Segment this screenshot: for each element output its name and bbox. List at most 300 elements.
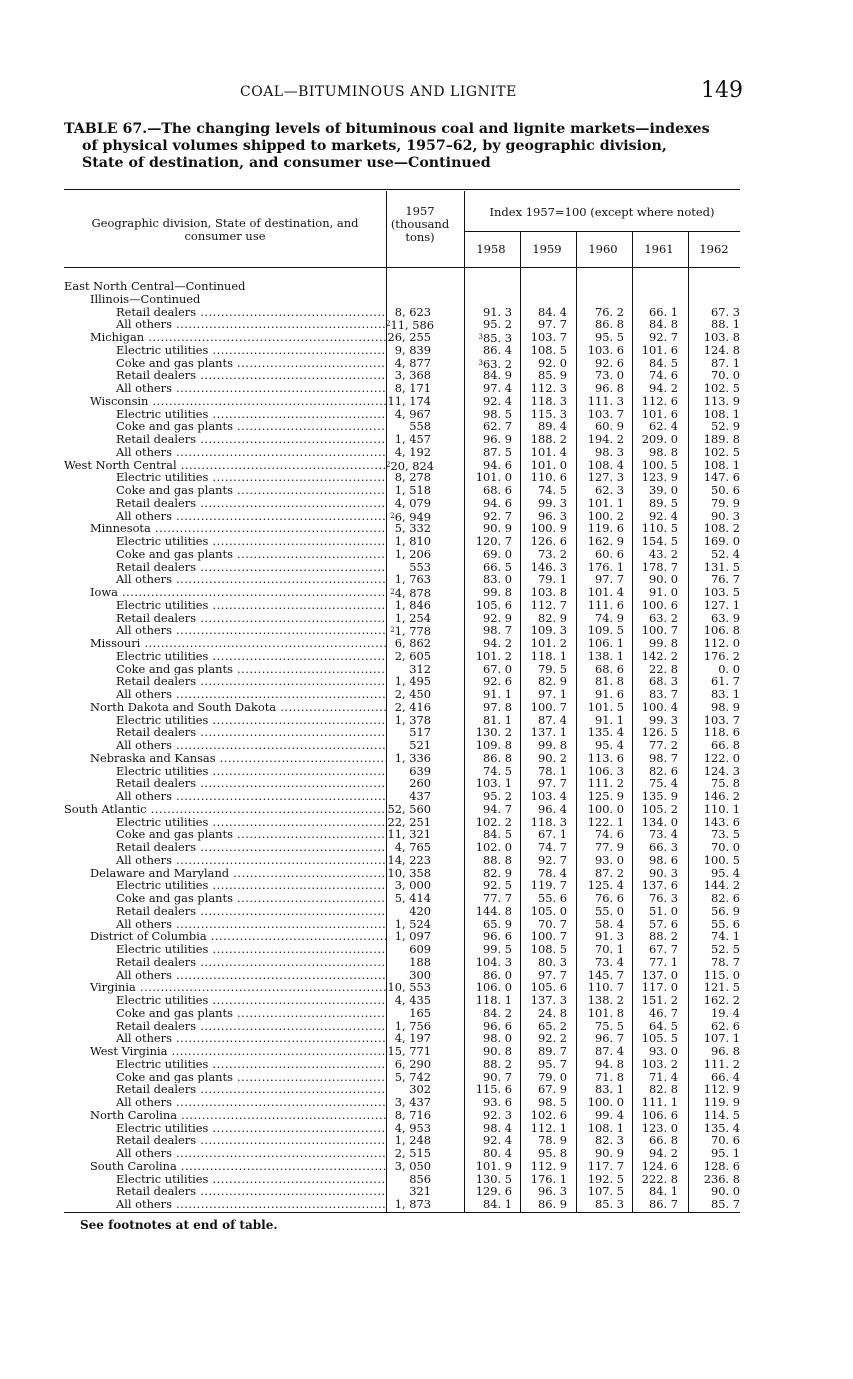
cell-value: 89. 4 [538, 419, 567, 434]
cell-value: 118. 3 [530, 393, 567, 408]
cell-value: 1, 756 [394, 1018, 431, 1033]
cell-value: 71. 8 [595, 1069, 624, 1084]
cell-value: 100. 4 [641, 699, 678, 714]
cell-value: 143. 6 [703, 814, 740, 829]
cell-value: 110. 7 [587, 980, 624, 995]
cell-value: 81. 1 [483, 712, 512, 727]
table-row [64, 446, 740, 459]
row-label: All others ..... [64, 854, 386, 867]
cell-1957-tons [386, 612, 431, 625]
cell-value: 103. 2 [641, 1056, 678, 1071]
row-label: Coke and gas plants ..... [64, 828, 386, 841]
cell-value: 115. 3 [530, 406, 567, 421]
cell-value: 99. 4 [595, 1107, 624, 1122]
table-row [64, 892, 740, 905]
cell-value: 4, 079 [394, 495, 431, 510]
cell-value: 162. 9 [587, 534, 624, 548]
cell-value: 109. 5 [587, 623, 624, 638]
header-year-1962: 1962 [699, 242, 729, 256]
cell-value: 131. 5 [703, 559, 740, 574]
cell-value: 103. 8 [703, 330, 740, 344]
row-label: Missouri ..... [64, 637, 386, 650]
cell-value: 63. 2 [483, 356, 512, 371]
cell-value: 69. 0 [483, 546, 512, 561]
cell-value: 110. 5 [641, 521, 678, 536]
cell-value: 84. 2 [483, 1005, 512, 1020]
cell-value: 123. 9 [641, 470, 678, 485]
cell-value: 85. 7 [711, 1197, 740, 1211]
cell-value: 67. 3 [711, 304, 740, 319]
cell-value: 24. 8 [538, 1005, 567, 1020]
cell-value: 97. 7 [538, 776, 567, 791]
cell-value: 52. 4 [711, 546, 740, 561]
cell-value: 609 [409, 942, 431, 956]
cell-value: 73. 2 [538, 546, 567, 561]
cell-value: 5, 332 [394, 521, 431, 536]
cell-value: 127. 1 [703, 597, 740, 612]
cell-value: 60. 9 [595, 419, 624, 434]
cell-value: 101. 0 [475, 470, 512, 485]
cell-value: 96. 3 [538, 1184, 567, 1199]
table-row [64, 726, 740, 739]
caption-line-3: State of destination, and consumer use—Continued [82, 155, 491, 171]
cell-value: 73. 0 [595, 368, 624, 383]
header-year-1959: 1959 [532, 242, 562, 256]
cell-value: 84. 1 [483, 1197, 512, 1211]
cell-value: 95. 2 [483, 789, 512, 803]
cell-value: 123. 0 [641, 1120, 678, 1135]
cell-value: 100. 9 [530, 521, 567, 536]
table-row [64, 714, 740, 727]
cell-value: 100. 7 [530, 699, 567, 714]
row-label: Electric utilities ..... [64, 1122, 386, 1135]
cell-value: 84. 5 [649, 355, 678, 370]
cell-value: 109. 3 [530, 623, 567, 638]
table-row [64, 306, 740, 319]
cell-value: 20, 824 [390, 458, 434, 473]
cell-value: 92. 4 [483, 1133, 512, 1148]
cell-value: 115. 0 [703, 967, 740, 982]
cell-value: 91. 0 [649, 585, 678, 599]
cell-value: 107. 5 [587, 1184, 624, 1199]
cell-value: 86. 4 [483, 342, 512, 357]
cell-value: 112. 9 [530, 1158, 567, 1173]
cell-value: 77. 2 [649, 738, 678, 752]
cell-value: 176. 2 [703, 648, 740, 663]
cell-value: 94. 8 [595, 1056, 624, 1071]
cell-value: 82. 9 [483, 865, 512, 880]
cell-value: 95. 1 [711, 1146, 740, 1160]
cell-value: 73. 4 [595, 954, 624, 969]
cell-value: 126. 6 [530, 534, 567, 548]
row-label: All others ..... [64, 446, 386, 459]
row-label: Coke and gas plants ..... [64, 1007, 386, 1020]
cell-value: 236. 8 [703, 1171, 740, 1186]
row-label: Retail dealers ..... [64, 726, 386, 739]
footnote-mark: 2 [390, 511, 395, 520]
cell-value: 146. 3 [530, 559, 567, 574]
row-label: Electric utilities ..... [64, 765, 386, 778]
cell-value: 122. 0 [703, 750, 740, 765]
cell-value: 85. 9 [538, 368, 567, 383]
cell-value: 63. 9 [711, 610, 740, 625]
cell-value: 98. 6 [649, 852, 678, 867]
cell-value: 94. 7 [483, 801, 512, 816]
cell-1957-tons [386, 1198, 431, 1211]
cell-value: 83. 7 [649, 687, 678, 701]
cell-value: 92. 5 [483, 878, 512, 893]
cell-value: 101. 4 [530, 444, 567, 459]
cell-value: 92. 7 [538, 852, 567, 867]
cell-value: 3, 437 [394, 1095, 431, 1109]
cell-value: 46. 7 [649, 1005, 678, 1020]
cell-value: 87. 5 [483, 444, 512, 459]
cell-value: 521 [409, 738, 431, 752]
cell-value: 92. 3 [483, 1107, 512, 1122]
cell-value: 125. 4 [587, 878, 624, 893]
cell-value: 61. 7 [711, 674, 740, 689]
cell-value: 120. 7 [475, 534, 512, 548]
cell-value: 192. 5 [587, 1171, 624, 1186]
cell-value: 65. 9 [483, 916, 512, 931]
cell-value: 82. 8 [649, 1082, 678, 1097]
cell-value: 96. 3 [538, 508, 567, 523]
row-label: Coke and gas plants ..... [64, 1071, 386, 1084]
cell-value: 64. 5 [649, 1018, 678, 1033]
row-label: Retail dealers ..... [64, 1134, 386, 1147]
cell-value: 3, 368 [394, 368, 431, 383]
cell-value: 108. 1 [587, 1120, 624, 1135]
cell-value: 101. 5 [587, 699, 624, 714]
cell-value: 84. 9 [483, 368, 512, 383]
cell-value: 74. 1 [711, 929, 740, 944]
cell-value: 90. 0 [711, 1184, 740, 1199]
cell-value: 3, 050 [394, 1158, 431, 1173]
cell-value: 99. 8 [538, 738, 567, 752]
cell-value: 67. 1 [538, 827, 567, 842]
footnote: See footnotes at end of table. [80, 1218, 278, 1232]
cell-value: 91. 3 [483, 304, 512, 319]
row-label: Michigan ..... [64, 331, 386, 344]
table-row [64, 752, 740, 765]
cell-value: 106. 6 [641, 1107, 678, 1122]
cell-value: 1, 763 [394, 572, 431, 587]
cell-value: 92. 0 [538, 355, 567, 370]
page-number: 149 [701, 78, 743, 103]
cell-value: 4, 765 [394, 840, 431, 854]
cell-value: 101. 0 [530, 457, 567, 472]
row-label: All others ..... [64, 739, 386, 752]
caption-line-1: TABLE 67.—The changing levels of bituminous coal and lignite markets—indexes [64, 121, 710, 137]
cell-value: 130. 5 [475, 1171, 512, 1186]
row-label: East North Central—Continued [64, 280, 246, 293]
cell-value: 260 [409, 776, 431, 791]
cell-value: 129. 6 [475, 1184, 512, 1199]
cell-value: 8, 623 [394, 304, 431, 319]
cell-value: 88. 8 [483, 852, 512, 867]
cell-value: 5, 742 [394, 1069, 431, 1084]
cell-value: 100. 7 [641, 623, 678, 638]
cell-value: 209. 0 [641, 432, 678, 446]
cell-value: 105. 5 [641, 1031, 678, 1046]
row-label: North Dakota and South Dakota ..... [64, 701, 386, 714]
table-caption [64, 121, 754, 172]
cell-value: 112. 0 [703, 636, 740, 650]
cell-value: 84. 4 [538, 304, 567, 319]
cell-value: 66. 3 [649, 840, 678, 854]
cell-value: 99. 5 [483, 942, 512, 956]
cell-value: 95. 4 [711, 865, 740, 880]
cell-value: 4, 878 [394, 586, 431, 600]
cell-value: 124. 6 [641, 1158, 678, 1173]
cell-index-1958 [452, 1198, 512, 1211]
cell-value: 89. 7 [538, 1044, 567, 1058]
cell-value: 92. 4 [483, 393, 512, 408]
row-label: Coke and gas plants ..... [64, 484, 386, 497]
footnote-mark: 2 [386, 320, 391, 329]
cell-value: 102. 2 [475, 814, 512, 829]
cell-value: 108. 5 [530, 342, 567, 357]
cell-value: 97. 7 [595, 572, 624, 587]
cell-value: 138. 2 [587, 993, 624, 1007]
row-label: Retail dealers ..... [64, 612, 386, 625]
cell-value: 84. 1 [649, 1184, 678, 1199]
cell-value: 82. 9 [538, 610, 567, 625]
cell-value: 87. 1 [711, 355, 740, 370]
cell-value: 1, 336 [394, 750, 431, 765]
cell-value: 188. 2 [530, 432, 567, 446]
cell-value: 92. 6 [595, 355, 624, 370]
cell-value: 109. 8 [475, 738, 512, 752]
cell-value: 66. 1 [649, 304, 678, 319]
cell-value: 108. 1 [703, 457, 740, 472]
row-label: Retail dealers ..... [64, 675, 386, 688]
cell-value: 101. 2 [530, 636, 567, 650]
cell-value: 75. 5 [595, 1018, 624, 1033]
footnote-mark: 3 [478, 333, 484, 341]
cell-value: 83. 1 [595, 1082, 624, 1097]
row-label: Retail dealers ..... [64, 841, 386, 854]
row-label: Retail dealers ..... [64, 433, 386, 446]
cell-value: 73. 5 [711, 827, 740, 842]
cell-value: 67. 7 [649, 942, 678, 956]
cell-value: 60. 6 [595, 546, 624, 561]
header-year-1960: 1960 [588, 242, 618, 256]
cell-value: 103. 4 [530, 789, 567, 803]
cell-value: 78. 9 [538, 1133, 567, 1148]
row-label: All others ..... [64, 918, 386, 931]
footnote-mark: 2 [386, 460, 391, 469]
cell-value: 112. 9 [703, 1082, 740, 1097]
cell-value: 100. 0 [587, 801, 624, 816]
cell-value: 94. 6 [483, 495, 512, 510]
cell-value: 99. 3 [649, 712, 678, 727]
cell-value: 82. 3 [595, 1133, 624, 1148]
table-body [64, 280, 740, 1211]
cell-value: 194. 2 [587, 432, 624, 446]
cell-value: 70. 7 [538, 916, 567, 931]
cell-value: 93. 6 [483, 1095, 512, 1109]
cell-value: 106. 3 [587, 763, 624, 778]
cell-value: 111. 2 [703, 1056, 740, 1071]
row-label: Electric utilities ..... [64, 535, 386, 548]
cell-value: 92. 4 [649, 508, 678, 523]
header-bottom-rule [64, 267, 740, 268]
cell-value: 4, 967 [394, 406, 431, 421]
cell-value: 63. 2 [649, 610, 678, 625]
cell-value: 137. 1 [530, 725, 567, 740]
cell-value: 112. 6 [641, 393, 678, 408]
cell-value: 142. 2 [641, 648, 678, 663]
cell-value: 1, 254 [394, 610, 431, 625]
cell-value: 11, 586 [390, 318, 434, 333]
cell-value: 2, 416 [394, 699, 431, 714]
cell-index-1960 [576, 1198, 624, 1211]
cell-value: 99. 8 [649, 636, 678, 650]
cell-value: 110. 1 [703, 801, 740, 816]
cell-value: 88. 2 [649, 929, 678, 944]
cell-value: 96. 6 [483, 929, 512, 944]
cell-value: 101. 1 [587, 495, 624, 510]
cell-value: 101. 9 [475, 1158, 512, 1173]
cell-value: 117. 7 [587, 1158, 624, 1173]
cell-value: 111. 2 [587, 776, 624, 791]
cell-value: 112. 7 [530, 597, 567, 612]
cell-value: 130. 2 [475, 725, 512, 740]
cell-value: 66. 8 [649, 1133, 678, 1148]
cell-value: 108. 5 [530, 942, 567, 956]
row-label: Retail dealers ..... [64, 1020, 386, 1033]
cell-value: 147. 6 [703, 470, 740, 485]
cell-value: 93. 0 [595, 852, 624, 867]
row-label: South Carolina ..... [64, 1160, 386, 1173]
cell-value: 55. 6 [538, 891, 567, 905]
row-label: All others ..... [64, 1096, 386, 1109]
row-label: Electric utilities ..... [64, 408, 386, 421]
cell-value: 90. 0 [649, 572, 678, 587]
cell-value: 77. 7 [483, 891, 512, 905]
cell-value: 100. 0 [587, 1095, 624, 1109]
cell-value: 111. 6 [587, 597, 624, 612]
table-row [64, 573, 740, 586]
cell-value: 1, 778 [394, 624, 431, 639]
cell-value: 52. 9 [711, 419, 740, 434]
cell-value: 101. 4 [587, 585, 624, 599]
cell-value: 92. 9 [483, 610, 512, 625]
cell-value: 86. 8 [483, 750, 512, 765]
cell-value: 558 [409, 419, 431, 434]
cell-value: 144. 8 [475, 903, 512, 918]
cell-value: 162. 2 [703, 993, 740, 1007]
table-row [64, 994, 740, 1007]
row-label: Retail dealers ..... [64, 905, 386, 918]
cell-value: 118. 6 [703, 725, 740, 740]
cell-value: 105. 0 [530, 903, 567, 918]
row-label: Minnesota ..... [64, 522, 386, 535]
row-label: All others ..... [64, 1032, 386, 1045]
cell-value: 111. 3 [587, 393, 624, 408]
cell-index-1959 [520, 1198, 567, 1211]
cell-value: 118. 1 [475, 993, 512, 1007]
cell-value: 1, 873 [394, 1197, 431, 1211]
row-label: Electric utilities ..... [64, 994, 386, 1007]
cell-value: 154. 5 [641, 534, 678, 548]
table-row [64, 1071, 740, 1084]
cell-value: 1, 810 [394, 534, 431, 548]
row-label: Coke and gas plants ..... [64, 548, 386, 561]
table-row [64, 765, 740, 778]
cell-value: 92. 7 [483, 508, 512, 523]
cell-value: 6, 949 [394, 509, 431, 524]
cell-value: 74. 7 [538, 840, 567, 854]
cell-value: 74. 5 [483, 763, 512, 778]
cell-value: 222. 8 [641, 1171, 678, 1186]
cell-value: 1, 518 [394, 483, 431, 497]
cell-value: 90. 8 [483, 1044, 512, 1058]
cell-value: 112. 3 [530, 381, 567, 395]
header-year-1961: 1961 [644, 242, 674, 256]
cell-value: 10, 358 [387, 865, 431, 880]
cell-value: 96. 8 [595, 381, 624, 395]
cell-value: 145. 7 [587, 967, 624, 982]
row-label: Retail dealers ..... [64, 561, 386, 574]
cell-value: 105. 6 [475, 597, 512, 612]
table-row [64, 930, 740, 943]
cell-value: 67. 9 [538, 1082, 567, 1097]
cell-value: 104. 3 [475, 954, 512, 969]
cell-value: 55. 6 [711, 916, 740, 931]
row-label: Electric utilities ..... [64, 1058, 386, 1071]
cell-value: 97. 8 [483, 699, 512, 714]
cell-value: 137. 0 [641, 967, 678, 982]
cell-value: 8, 278 [394, 470, 431, 485]
cell-value: 169. 0 [703, 534, 740, 548]
cell-value: 52, 560 [387, 801, 431, 816]
cell-value: 115. 6 [475, 1082, 512, 1097]
cell-value: 75. 4 [649, 776, 678, 791]
cell-value: 74. 6 [595, 827, 624, 842]
cell-value: 90. 9 [595, 1146, 624, 1160]
cell-value: 102. 0 [475, 840, 512, 854]
row-label: North Carolina ..... [64, 1109, 386, 1122]
cell-value: 4, 953 [394, 1120, 431, 1135]
cell-value: 137. 3 [530, 993, 567, 1007]
cell-index-1962 [688, 1198, 740, 1211]
cell-value: 176. 1 [530, 1171, 567, 1186]
table-row [64, 548, 740, 561]
cell-value: 137. 6 [641, 878, 678, 893]
running-head-title: COAL—BITUMINOUS AND LIGNITE [240, 84, 517, 100]
table-header [64, 191, 740, 268]
row-label: Retail dealers ..... [64, 1185, 386, 1198]
row-label: All others ..... [64, 790, 386, 803]
cell-value: 107. 1 [703, 1031, 740, 1046]
caption-line-2: of physical volumes shipped to markets, 1957–62, by geographic division, [82, 138, 667, 154]
cell-value: 119. 7 [530, 878, 567, 893]
row-label: Electric utilities ..... [64, 714, 386, 727]
cell-value: 22. 8 [649, 661, 678, 676]
cell-value: 437 [409, 789, 431, 803]
cell-value: 98. 9 [711, 699, 740, 714]
table-row [64, 280, 740, 293]
cell-value: 79. 5 [538, 661, 567, 676]
table-bottom-rule [64, 1212, 740, 1213]
cell-value: 96. 9 [483, 432, 512, 446]
row-label: Electric utilities ..... [64, 943, 386, 956]
table-row [64, 1160, 740, 1173]
cell-value: 91. 1 [483, 687, 512, 701]
cell-value: 55. 0 [595, 903, 624, 918]
